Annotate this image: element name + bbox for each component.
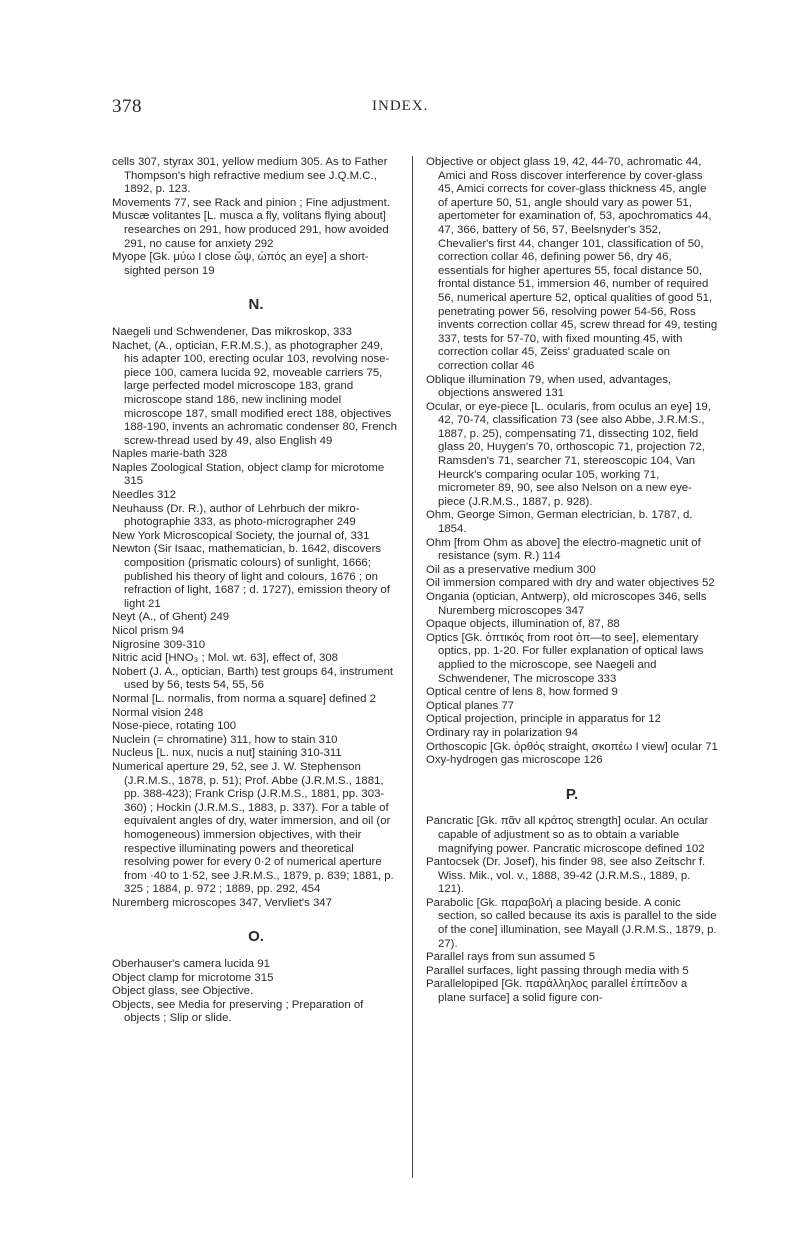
section-letter: O. [248,928,264,946]
index-entry: Pantocsek (Dr. Josef), his finder 98, see also Zeitschr f. Wiss. Mik., vol. v., 1888, 39-42 (J.R.M.S., 1889, p. 121). [426,856,706,896]
column-divider [412,156,413,1178]
index-entry: Nicol prism 94 [112,625,185,637]
index-entry: Nose-piece, rotating 100 [112,720,237,733]
index-entry: Oberhauser's camera lucida 91 [112,958,270,971]
index-entry: Nuclein (= chromatine) 311, how to stain 310 [112,733,338,746]
right-column [426,156,718,1006]
index-entry: Optics [Gk. ὀπτικός from root ὀπ—to see], elementary optics, pp. 1-20. For fuller explanation of optical laws applied to the microscope, see Naegeli and Schwendener, The microscope 333 [426,631,704,685]
index-entry: Objective or object glass 19, 42, 44-70, achromatic 44, Amici and Ross discover interference by cover-glass 45, Amici corrects for cover-glass thickness 45, angle of aperture 50, 51, angle should vary as power 51, apertometer for examination of, 53, apochromatics 44, 47, 366, battery of 56, 57, Beelsnyder's 352, Chevalier's first 44, changer 101, classification of 50, correction collar 46, defining power 56, dry 46, essentials for higher apertures 55, focal distance 50, frontal distance 51, immersion 46, number of required 56, numerical aperture 52, optical qualities of good 51, penetrating power 56, resolving power 54-56, Ross invents correction collar 45, screw thread for 49, testing 337, tests for 57-70, with fixed mounting 45, with correction collar 45, Zeiss' graduated scale on correction collar 46 [426,156,718,372]
index-entry: Myope [Gk. μύω I close ὤψ, ὠπός an eye] a short-sighted person 19 [112,251,369,277]
index-entry: Parallelopiped [Gk. παράλληλος parallel ἐπίπεδον a plane surface] a solid figure con- [426,978,688,1005]
index-entry: Nucleus [L. nux, nucis a nut] staining 310-311 [112,747,342,760]
index-entry: Needles 312 [112,489,176,502]
section-letter: N. [248,296,264,314]
page-number: 378 [112,96,142,117]
index-entry: Objects, see Media for preserving ; Preparation of objects ; Slip or slide. [112,998,364,1025]
index-entry: Parallel surfaces, light passing through media with 5 [426,964,689,977]
index-entry: Orthoscopic [Gk. ὀρθός straight, σκοπέω I view] ocular 71 [426,740,718,753]
index-entry: Normal [L. normalis, from norma a square] defined 2 [112,692,376,705]
index-entry: Normal vision 248 [112,706,204,719]
running-head: INDEX. [372,98,429,114]
index-entry: Optical centre of lens 8, how formed 9 [426,686,618,699]
index-entry: Oil immersion compared with dry and water objectives 52 [426,577,715,590]
index-entry: Ocular, or eye-piece [L. ocularis, from oculus an eye] 19, 42, 70-74, classification 73 (see also Abbe, J.R.M.S., 1887, p. 25), compensating 71, dissecting 102, field glass 20, Huygen's 70, orthoscopic 71, projection 72, Ramsden's 71, searcher 71, stereoscopic 104, Van Heurck's comparing ocular 105, working 71, micrometer 89, 90, see also Nelson on a new eye-piece (J.R.M.S., 1887, p. 928). [426,400,711,508]
index-entry: Muscæ volitantes [L. musca a fly, volitans flying about] researches on 291, how produced 291, how avoided 291, no cause for anxiety 292 [112,210,389,250]
index-entry: Object glass, see Objective. [112,985,254,998]
index-entry: Oil as a preservative medium 300 [426,563,596,576]
index-entry: Oxy-hydrogen gas microscope 126 [426,754,603,767]
index-entry: Ordinary ray in polarization 94 [426,726,578,739]
index-entry: Optical planes 77 [426,699,515,712]
index-entry: Ohm, George Simon, German electrician, b. 1787, d. 1854. [426,509,693,536]
section-letter: P. [565,785,579,803]
index-entry: Naples marie-bath 328 [112,448,228,461]
index-entry: Naples Zoological Station, object clamp for microtome 315 [112,461,385,488]
index-entry: Nobert (J. A., optician, Barth) test groups 64, instrument used by 56, tests 54, 55, 56 [112,665,394,692]
index-entry: Ongania (optician, Antwerp), old microscopes 346, sells Nuremberg microscopes 347 [426,591,707,617]
index-entry: Neuhauss (Dr. R.), author of Lehrbuch der mikro-photographie 333, as photo-micrographer 249 [112,502,360,529]
index-entry: Pancratic [Gk. πᾶν all κράτος strength] ocular. An ocular capable of adjustment so as to obtain a variable magnifying power. Pancratic microscope defined 102 [426,815,709,855]
index-entry: Nuremberg microscopes 347, Vervliet's 347 [112,896,332,909]
index-entry: Nitric acid [HNO₃ ; Mol. wt. 63], effect of, 308 [112,652,338,665]
index-entry: Nigrosine 309-310 [112,638,206,651]
left-column [112,156,400,1026]
index-entry: Newton (Sir Isaac, mathematician, b. 1642, discovers composition (prismatic colours) of sunlight, 1666; published his theory of light and colours, 1676 ; on refraction of light, 1687 ; d. 1727), emission theory of light 21 [112,543,390,610]
index-entry: Movements 77, see Rack and pinion ; Fine adjustment. [112,196,390,209]
index-entry: Naegeli und Schwendener, Das mikroskop, 333 [112,325,352,338]
index-entry: Nachet, (A., optician, F.R.M.S.), as photographer 249, his adapter 100, erecting ocular 103, revolving nose-piece 100, camera lucida 92, moveable carriers 75, large perfected model microscope 183, grand microscope stand 186, new inclining model microscope 187, small modified erect 188, objectives 188-190, invents an achromatic condenser 80, French screw-thread used by 49, also English 49 [112,339,397,447]
index-entry: New York Microscopical Society, the journal of, 331 [112,529,370,542]
index-entry: Numerical aperture 29, 52, see J. W. Stephenson (J.R.M.S., 1878, p. 51); Prof. Abbe (J.R.M.S., 1881, pp. 388-423); Frank Crisp (J.R.M.S., 1881, pp. 303-360) ; Hockin (J.R.M.S., 1883, p. 337). For a table of equivalent angles of dry, water immersion, and oil (or homogeneous) immersion objectives, with their respective illuminating powers and theoretical resolving power for every 0·2 of numerical aperture from ·40 to 1·52, see J.R.M.S., 1879, p. 839; 1881, p. 325 ; 1884, p. 972 ; 1889, pp. 292, 454 [112,760,394,896]
index-entry: Parallel rays from sun assumed 5 [426,951,596,964]
index-entry: Neyt (A., of Ghent) 249 [112,611,230,624]
index-entry: Optical projection, principle in apparatus for 12 [426,713,661,726]
index-entry: Oblique illumination 79, when used, advantages, objections answered 131 [426,373,672,400]
index-entry: Parabolic [Gk. παραβολή a placing beside. A conic section, so called because its axis is parallel to the side of the cone] illumination, see Mayall (J.R.M.S., 1879, p. 27). [426,896,717,950]
index-entry: cells 307, styrax 301, yellow medium 305. As to Father Thompson's high refractive medium see J.Q.M.C., 1892, p. 123. [112,156,388,196]
index-entry: Object clamp for microtome 315 [112,971,274,984]
index-entry: Ohm [from Ohm as above] the electro-magnetic unit of resistance (sym. R.) 114 [426,536,701,563]
index-entry: Opaque objects, illumination of, 87, 88 [426,618,620,631]
